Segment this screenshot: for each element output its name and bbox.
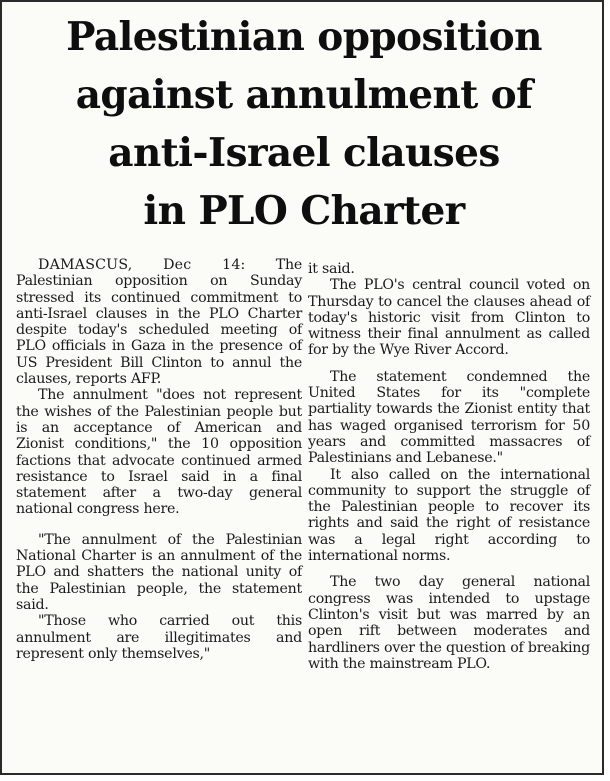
headline-line-3: anti-Israel clauses [108, 130, 500, 176]
paragraph: The PLO's central council voted on Thursday to cancel the clauses ahead of today's historic visit from Clinton to witness their final annulment as called for by the Wye River Accord. [308, 277, 590, 359]
paragraph: "Those who carried out this annulment are illegitimates and represent only themselves," [16, 613, 302, 662]
headline-line-4: in PLO Charter [143, 188, 465, 234]
left-column [16, 257, 302, 662]
paragraph: The statement condemned the United States for its "complete partiality towards the Zionist entity that has waged organised terrorism for 50 years and committed massacres of Palestinians and Lebanese." [308, 368, 590, 467]
dateline: DAMASCUS, Dec 14: [38, 257, 246, 273]
headline-line-1: Palestinian opposition [66, 14, 542, 60]
paragraph: The two day general national congress was intended to upstage Clinton's visit but was marred by an open rift between moderates and hardliners over the question of breaking with the mainstream PLO. [308, 574, 590, 672]
paragraph-lead [16, 257, 302, 387]
paragraph: "The annulment of the Palestinian National Charter is an annulment of the PLO and shatters the national unity of the Palestinian people, the statement said. [16, 531, 302, 613]
paragraph: it said. [308, 261, 355, 277]
headline [10, 8, 598, 240]
paragraph: It also called on the international community to support the struggle of the Palestinian people to recover its rights and said the right of resistance was a legal right according to international norms. [308, 466, 590, 565]
lead-text: The Palestinian opposition on Sunday stressed its continued commitment to anti-Israel clauses in the PLO Charter despite today's scheduled meeting of PLO officials in Gaza in the presence of US President Bill Clinton to annul the clauses, reports AFP. [16, 257, 302, 388]
right-column [308, 261, 590, 672]
paragraph: The annulment "does not represent the wishes of the Palestinian people but is an acceptance of American and Zionist conditions," the 10 opposition factions that advocate continued armed resistance to Israel said in a final statement after a two-day general national congress here. [16, 387, 302, 518]
headline-line-2: against annulment of [75, 72, 533, 118]
